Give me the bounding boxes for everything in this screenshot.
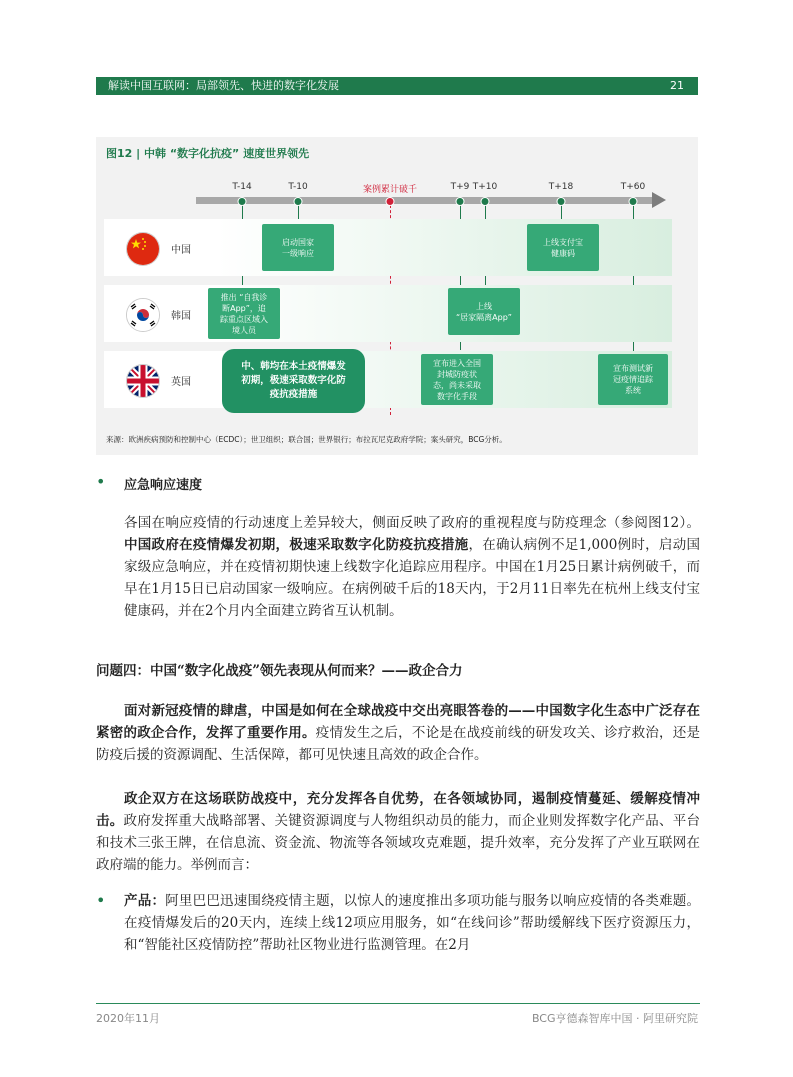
row-uk — [104, 351, 672, 408]
timeline-dot — [238, 197, 247, 206]
footer-org: BCG亨德森智库中国 · 阿里研究院 — [531, 1012, 698, 1025]
section-heading: 问题四：中国“数字化战疫”领先表现从何而来？——政企合力 — [96, 663, 463, 679]
timeline-dot — [557, 197, 566, 206]
timeline-dot — [456, 197, 465, 206]
timeline-arrow — [196, 193, 666, 207]
tick-label: T+18 — [548, 182, 574, 192]
bullet-dot: • — [96, 472, 106, 491]
timeline-dot — [481, 197, 490, 206]
timeline-dot — [294, 197, 303, 206]
page-number: 21 — [670, 79, 684, 92]
tick-label: 案例累计破千 — [362, 185, 418, 195]
paragraph: 产品：阿里巴巴迅速围绕疫情主题，以惊人的速度推出多项功能与服务以响应疫情的各类难题。在疫情爆发后的20天内，连续上线12项应用服务，如“在线问诊”帮助缓解线下医疗资源压力，和“智能社区疫情防控”帮助社区物业进行监测管理。在2月 — [124, 893, 701, 953]
figure-source: 来源：欧洲疾病预防和控制中心（ECDC）；世卫组织；联合国；世界银行；布拉瓦尼克政府学院；案头研究，BCG分析。 — [106, 435, 507, 444]
row-korea — [104, 285, 672, 342]
timeline-dot — [629, 197, 638, 206]
tick-label: T+60 — [620, 182, 646, 192]
uk-event-1: 宣布进入全国 封城防疫状 态，尚未采取 数字化手段 — [421, 354, 493, 405]
china-event-2: 上线支付宝 健康码 — [527, 224, 599, 271]
korea-event-2: 上线 “居家隔离App” — [448, 288, 520, 335]
footer-divider — [96, 1003, 700, 1004]
section-heading: 应急响应速度 — [124, 478, 203, 493]
page-header — [96, 77, 698, 95]
bullet-dot: • — [96, 891, 106, 910]
uk-event-2: 宣布测试新 冠疫情追踪 系统 — [598, 354, 668, 405]
country-label: 韩国 — [171, 311, 191, 322]
korea-flag-icon — [126, 298, 160, 332]
tick-label: T+10 — [472, 182, 498, 192]
china-flag-icon — [126, 232, 160, 266]
country-label: 中国 — [171, 245, 191, 256]
uk-flag-icon — [126, 364, 160, 398]
figure-title: 图12 | 中韩 “数字化抗疫” 速度世界领先 — [106, 147, 310, 160]
figure-12 — [96, 137, 698, 455]
header-title: 解读中国互联网：局部领先、快进的数字化发展 — [108, 79, 339, 92]
country-label: 英国 — [171, 377, 191, 388]
threshold-dot — [386, 197, 395, 206]
callout-box: 中、韩均在本土疫情爆发 初期，极速采取数字化防 疫抗疫措施 — [222, 349, 365, 413]
paragraph: 面对新冠疫情的肆虐，中国是如何在全球战疫中交出亮眼答卷的——中国数字化生态中广泛存在紧密的政企合作，发挥了重要作用。疫情发生之后，不论是在战疫前线的研发攻关、诊疗救治，还是防疫后援的资源调配、生活保障，都可见快速且高效的政企合作。 — [96, 703, 701, 763]
china-event-1: 启动国家 一级响应 — [262, 224, 334, 271]
tick-label: T+9 — [450, 182, 470, 192]
tick-label: T-10 — [288, 182, 308, 192]
korea-event-1: 推出 “自我诊 断App”，追 踪重点区域入 境人员 — [208, 288, 280, 339]
footer-date: 2020年11月 — [96, 1012, 160, 1025]
tick-label: T-14 — [232, 182, 252, 192]
paragraph: 政企双方在这场联防战疫中，充分发挥各自优势，在各领域协同，遏制疫情蔓延、缓解疫情冲击。政府发挥重大战略部署、关键资源调度与人物组织动员的能力，而企业则发挥数字化产品、平台和技术三张王牌，在信息流、资金流、物流等各领域攻克难题，提升效率，充分发挥了产业互联网在政府端的能力。举例而言： — [96, 791, 701, 873]
paragraph: 各国在响应疫情的行动速度上差异较大，侧面反映了政府的重视程度与防疫理念（参阅图12）。中国政府在疫情爆发初期，极速采取数字化防疫抗疫措施，在确认病例不足1,000例时，启动国家级应急响应，并在疫情初期快速上线数字化追踪应用程序。中国在1月25日累计病例破千，而早在1月15日已启动国家一级响应。在病例破千后的18天内，于2月11日率先在杭州上线支付宝健康码，并在2个月内全面建立跨省互认机制。 — [124, 515, 700, 619]
